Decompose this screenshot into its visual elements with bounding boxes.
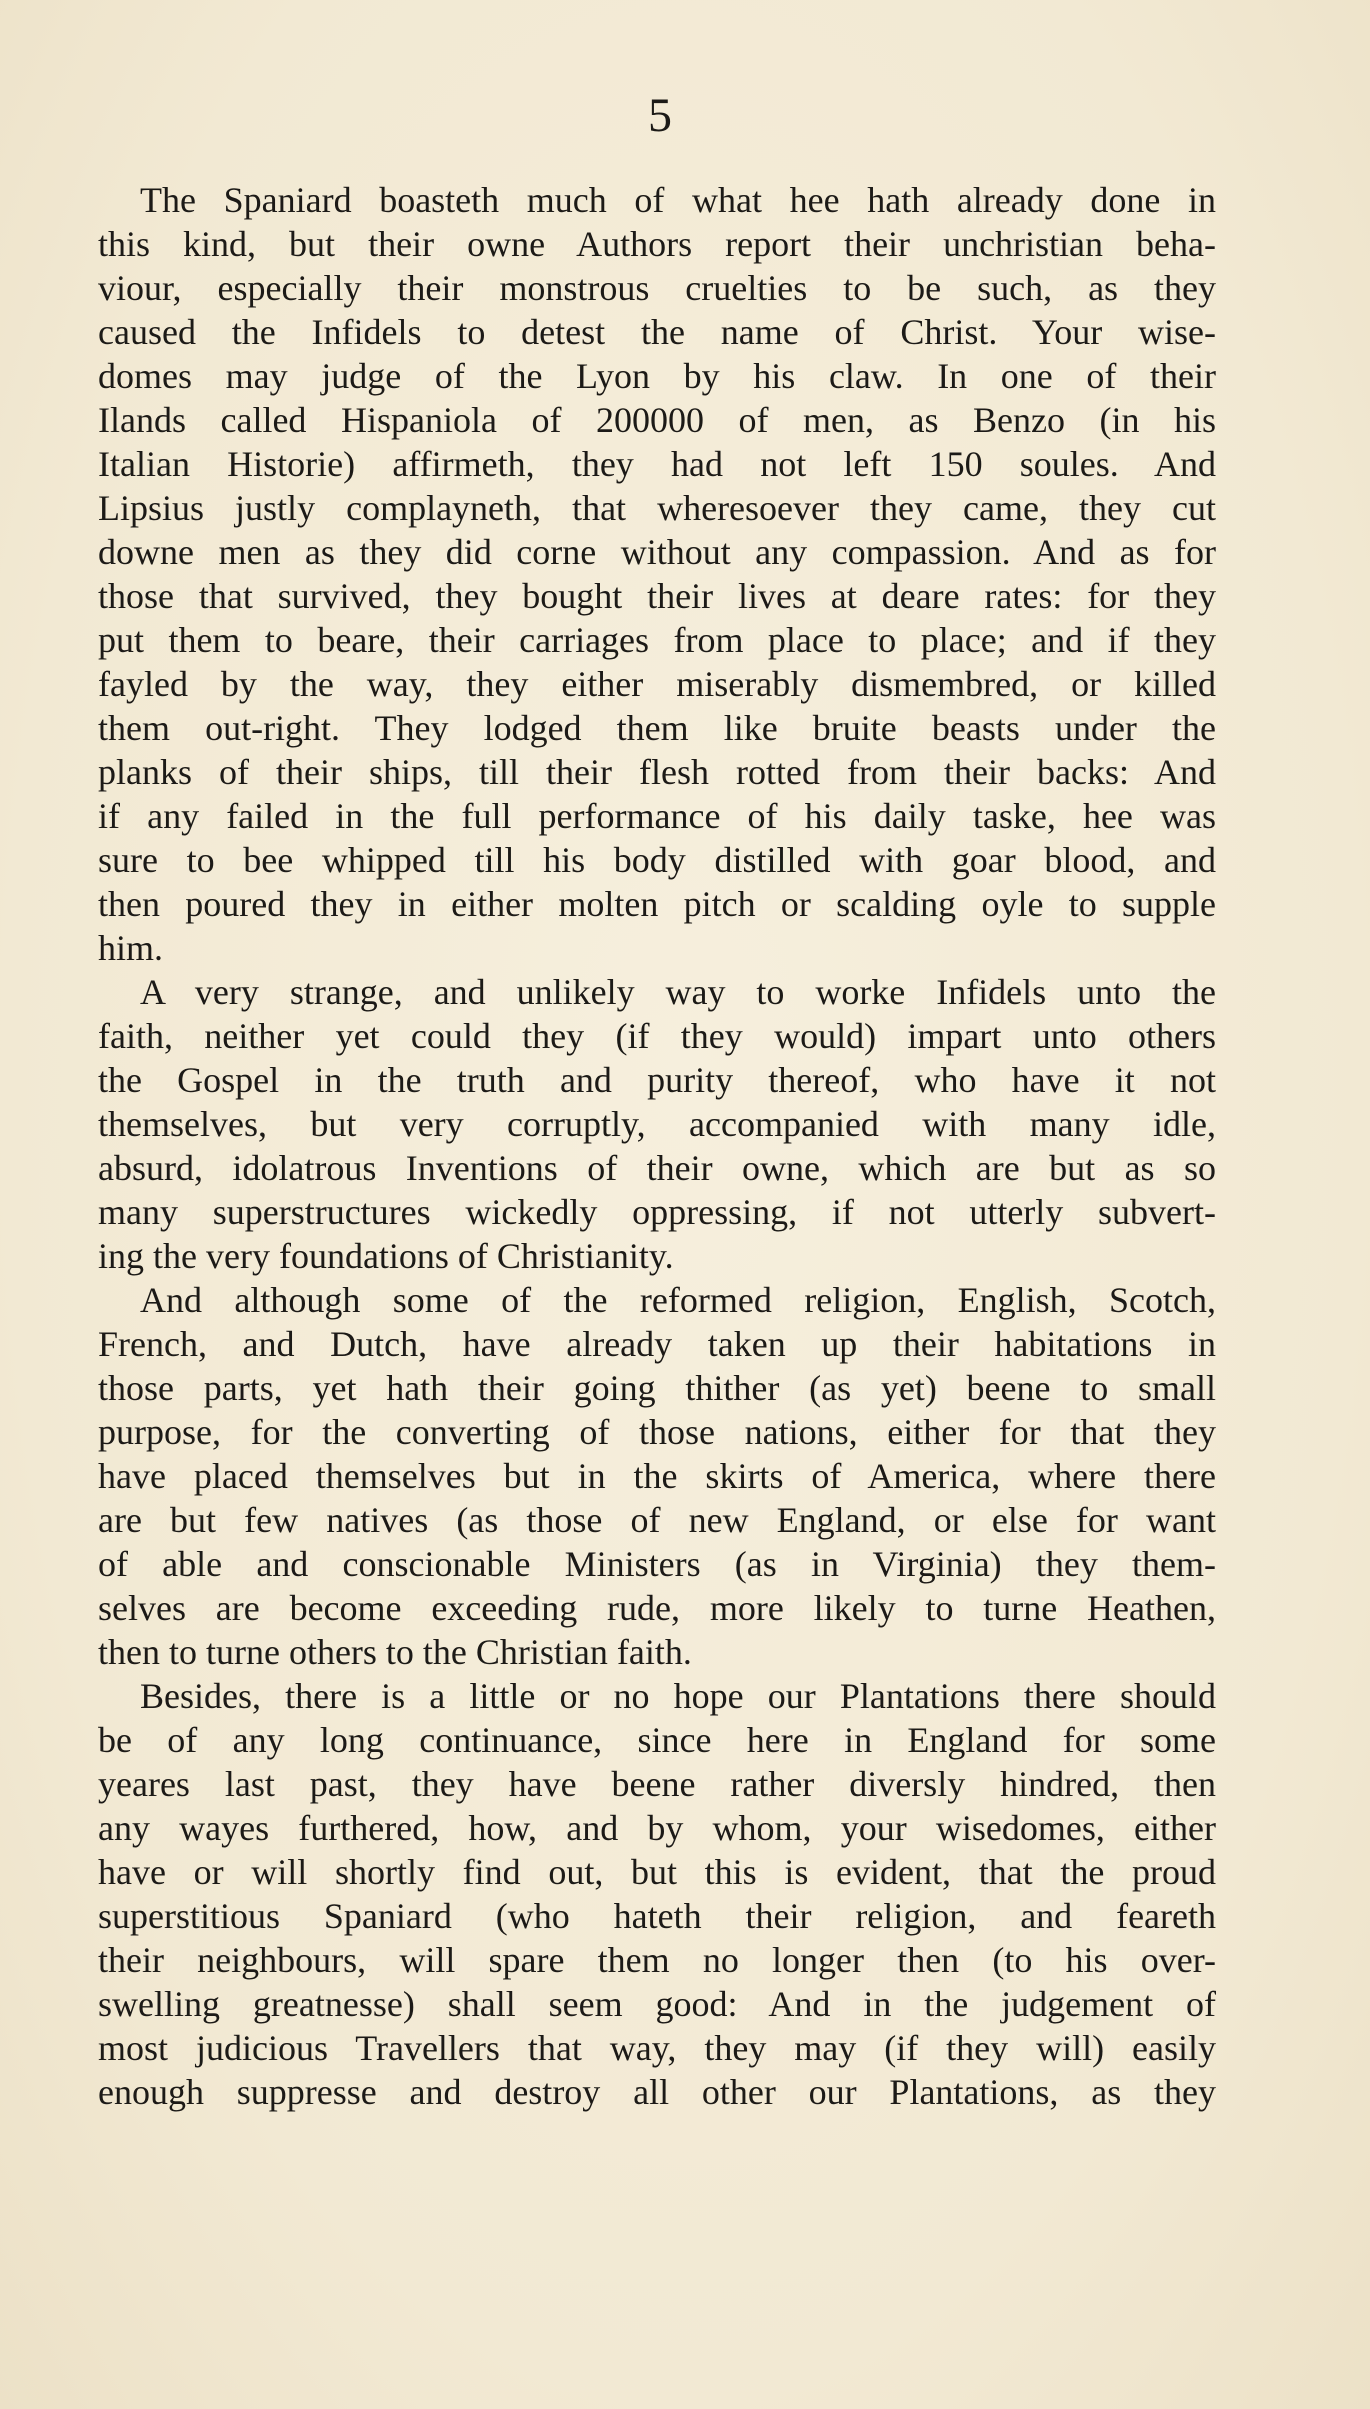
text-line: The Spaniard boasteth much of what hee hath already done in: [140, 180, 1216, 220]
text-line: swelling greatnesse) shall seem good: And in the judgement of: [98, 1984, 1216, 2024]
text-line: Besides, there is a little or no hope our Plantations there should: [140, 1676, 1216, 1716]
text-line: ing the very foundations of Christianity.: [98, 1236, 674, 1276]
text-line: themselves, but very corruptly, accompanied with many idle,: [98, 1104, 1216, 1144]
page-number: 5: [648, 89, 672, 142]
text-line: many superstructures wickedly oppressing, if not utterly subvert-: [98, 1192, 1216, 1232]
text-line: Ilands called Hispaniola of 200000 of men, as Benzo (in his: [98, 400, 1216, 440]
text-line: enough suppresse and destroy all other our Plantations, as they: [98, 2072, 1216, 2112]
text-line: be of any long continuance, since here in England for some: [98, 1720, 1216, 1760]
text-line: their neighbours, will spare them no longer then (to his over-: [98, 1940, 1216, 1980]
text-line: then to turne others to the Christian faith.: [98, 1632, 692, 1672]
text-line: most judicious Travellers that way, they may (if they will) easily: [98, 2028, 1216, 2068]
text-line: this kind, but their owne Authors report their unchristian beha-: [98, 224, 1216, 264]
text-line: if any failed in the full performance of his daily taske, hee was: [98, 796, 1216, 836]
text-line: selves are become exceeding rude, more likely to turne Heathen,: [98, 1588, 1216, 1628]
text-line: of able and conscionable Ministers (as in Virginia) they them-: [98, 1544, 1216, 1584]
text-line: those parts, yet hath their going thither (as yet) beene to small: [98, 1368, 1216, 1408]
text-line: him.: [98, 928, 164, 968]
text-line: And although some of the reformed religion, English, Scotch,: [140, 1280, 1216, 1320]
text-line: viour, especially their monstrous cruelties to be such, as they: [98, 268, 1216, 308]
text-line: have placed themselves but in the skirts of America, where there: [98, 1456, 1216, 1496]
text-line: A very strange, and unlikely way to worke Infidels unto the: [140, 972, 1216, 1012]
text-line: fayled by the way, they either miserably dismembred, or killed: [98, 664, 1216, 704]
text-line: them out-right. They lodged them like bruite beasts under the: [98, 708, 1216, 748]
text-line: are but few natives (as those of new England, or else for want: [98, 1500, 1216, 1540]
text-line: have or will shortly find out, but this is evident, that the proud: [98, 1852, 1216, 1892]
text-line: planks of their ships, till their flesh rotted from their backs: And: [98, 752, 1216, 792]
text-line: the Gospel in the truth and purity thereof, who have it not: [98, 1060, 1216, 1100]
text-line: domes may judge of the Lyon by his claw. In one of their: [98, 356, 1216, 396]
body-text: [98, 178, 1216, 2114]
text-line: then poured they in either molten pitch or scalding oyle to supple: [98, 884, 1216, 924]
text-line: faith, neither yet could they (if they would) impart unto others: [98, 1016, 1216, 1056]
text-line: yeares last past, they have beene rather diversly hindred, then: [98, 1764, 1216, 1804]
text-line: Lipsius justly complayneth, that wheresoever they came, they cut: [98, 488, 1216, 528]
text-line: put them to beare, their carriages from place to place; and if they: [98, 620, 1216, 660]
text-line: Italian Historie) affirmeth, they had not left 150 soules. And: [98, 444, 1216, 484]
text-line: sure to bee whipped till his body distilled with goar blood, and: [98, 840, 1216, 880]
text-line: downe men as they did corne without any compassion. And as for: [98, 532, 1216, 572]
text-line: absurd, idolatrous Inventions of their owne, which are but as so: [98, 1148, 1216, 1188]
text-line: purpose, for the converting of those nations, either for that they: [98, 1412, 1216, 1452]
text-line: superstitious Spaniard (who hateth their religion, and feareth: [98, 1896, 1216, 1936]
text-line: those that survived, they bought their lives at deare rates: for they: [98, 576, 1216, 616]
text-line: any wayes furthered, how, and by whom, your wisedomes, either: [98, 1808, 1216, 1848]
text-line: French, and Dutch, have already taken up their habitations in: [98, 1324, 1216, 1364]
text-line: caused the Infidels to detest the name of Christ. Your wise-: [98, 312, 1216, 352]
